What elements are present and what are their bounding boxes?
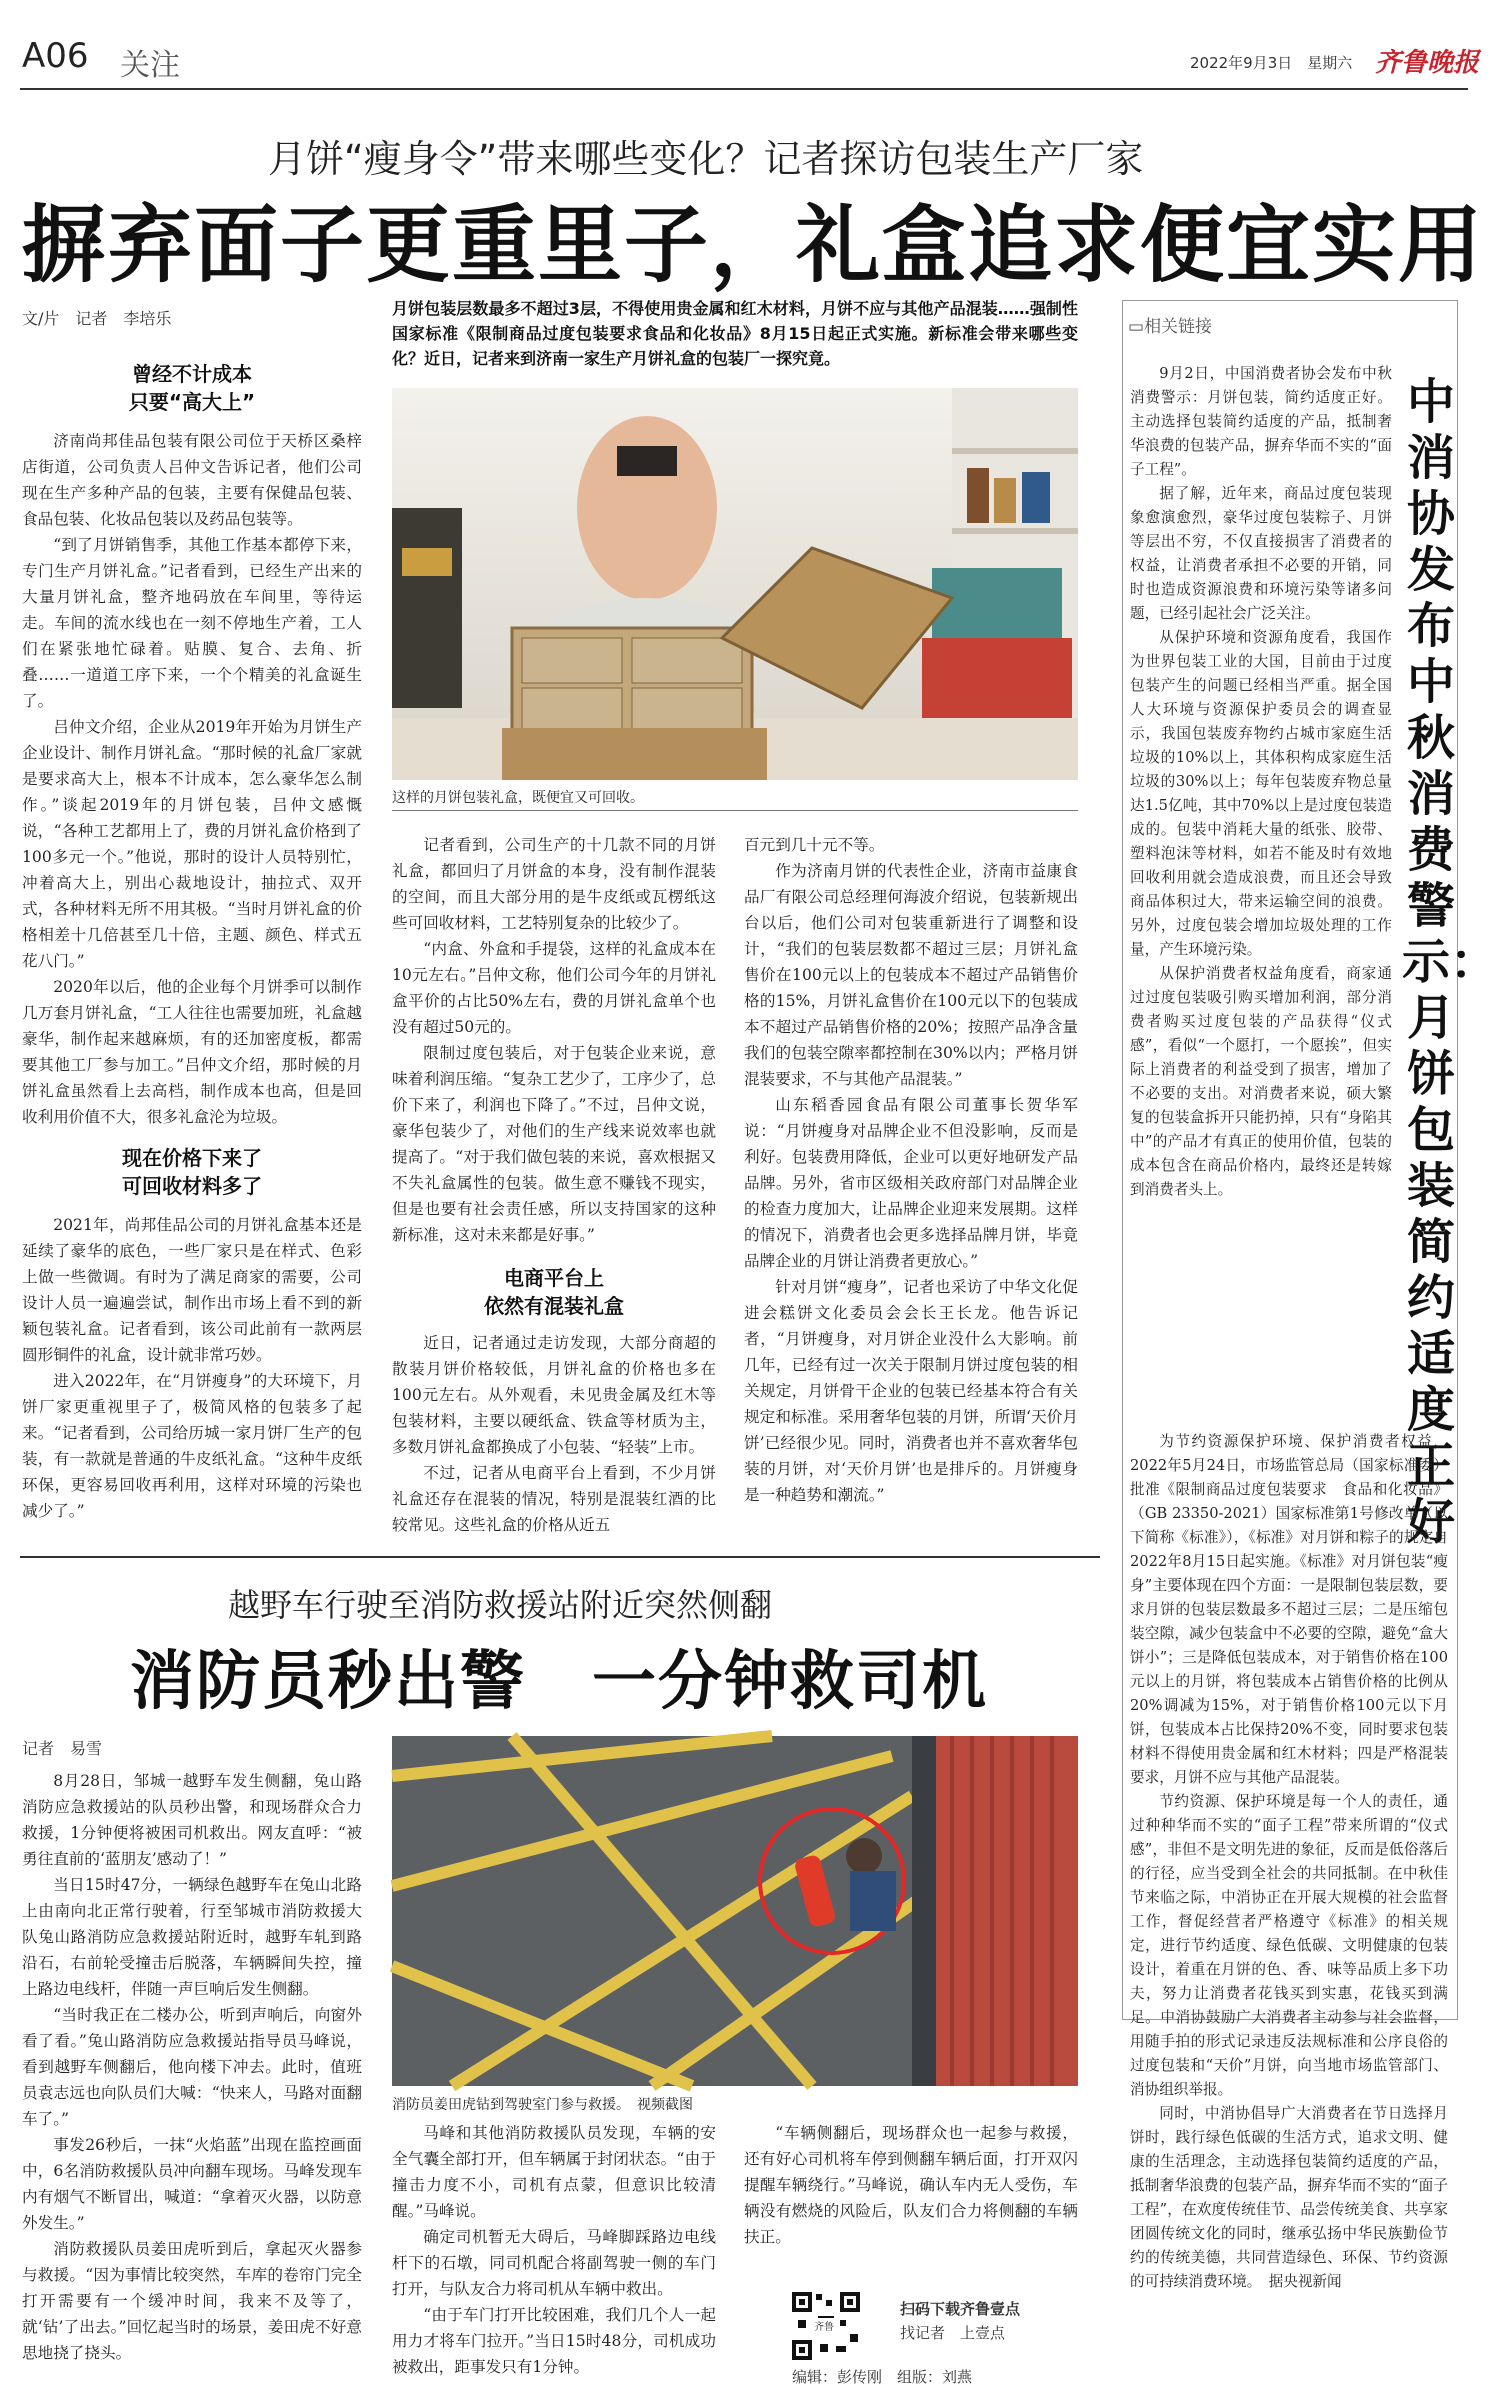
- main-headline: 摒弃面子更重里子，礼盒追求便宜实用: [22, 195, 1485, 294]
- second-col2: 马峰和其他消防救援队员发现，车辆的安全气囊全部打开，但车辆属于封闭状态。“由于撞击力度不小，司机有点蒙，但意识比较清醒。”马峰说。 确定司机暂无大碍后，马峰脚踩路边电线杆下的石墩，同司机配合将副驾驶一侧的车门打开，与队友合力将司机从车辆中救出。 “由于车门打开比较困难，我们几个人一起用力才将车门拉开。”当日15时48分，司机成功被救出，距事发只有1分钟。: [392, 2124, 716, 2376]
- editor-credit: 编辑：彭传刚 组版：刘燕: [792, 2368, 973, 2386]
- qr-label: 齐鲁: [814, 2318, 834, 2333]
- col2-subhead: 电商平台上 依然有混装礼盒: [484, 1266, 624, 1318]
- sidebar-body: 9月2日，中国消费者协会发布中秋消费警示：月饼包装，简约适度正好。主动选择包装简约适度的产品，抵制奢华浪费的包装产品，摒弃华而不实的“面子工程”。 据了解，近年来，商品过度包装现象愈演愈烈，豪华过度包装粽子、月饼等层出不穷，不仅直接损害了消费者的权益，让消费者承担不必要的开销，同时也造成资源浪费和环境污染等诸多问题，已经引起社会广泛关注。 从保护环境和资源角度看，我国作为世界包装工业的大国，目前由于过度包装产生的问题已经相当严重。据全国人大环境与资源保护委员会的调查显示，我国包装废弃物约占城市家庭生活垃圾的10%以上，其体积构成家庭生活垃圾的30%以上；每年包装废弃物总量达1.5亿吨，其中70%以上是过度包装造成的。包装中消耗大量的纸张、胶带、塑料泡沫等材料，如若不能及时有效地回收利用就会造成浪费，而且还会导致商品体积过大，带来运输空间的浪费。另外，过度包装会增加垃圾处理的工作量，产生环境污染。 从保护消费者权益角度看，商家通过过度包装吸引购买增加利润，部分消费者购买过度包装的产品获得“仪式感”，看似“一个愿打，一个愿挨”，但实际上消费者的利益受到了损害，增加了不必要的支出。对消费者来说，硕大繁复的包装盒拆开只能扔掉，只有“身陷其中”的产品才有真正的使用价值，包装的成本包含在商品价格内，最终还是转嫁到消费者头上。: [1130, 365, 1392, 1198]
- newspaper-logo: 齐鲁晚报: [1375, 48, 1480, 78]
- rescue-photo-caption: 消防员姜田虎钻到驾驶室门参与救援。 视频截图: [392, 2097, 693, 2113]
- qr-text: 扫码下载齐鲁壹点: [900, 2300, 1021, 2318]
- qr-subtext: 找记者 上壹点: [900, 2324, 1006, 2342]
- second-kicker: 越野车行驶至消防救援站附近突然侧翻: [228, 1586, 773, 1624]
- col1-body-2: 2021年，尚邦佳品公司的月饼礼盒基本还是延续了豪华的底色，一些厂家只是在样式、色彩上做一些微调。有时为了满足商家的需要，公司设计人员一遍遍尝试，制作出市场上看不到的新颖包装礼盒。记者看到，该公司此前有一款两层圆形铜件的礼盒，设计就非常巧妙。 进入2022年，在“月饼瘦身”的大环境下，月饼厂家更重视里子了，极简风格的包装多了起来。“记者看到，公司给历城一家月饼厂生产的包装，有一款就是普通的牛皮纸礼盒。“这种牛皮纸环保，更容易回收再利用，这样对环境的污染也减少了。”: [22, 1216, 362, 1520]
- divider: [392, 810, 1078, 811]
- second-headline: 消防员秒出警 一分钟救司机: [130, 1644, 988, 1719]
- main-byline: 文/片 记者 李培乐: [22, 309, 172, 328]
- related-link-tag: ▭相关链接: [1128, 317, 1213, 337]
- col1-subhead-1: 曾经不计成本 只要“高大上”: [128, 362, 256, 414]
- sidebar-headline: 中消协发布中秋消费警示：月饼包装简约适度正好: [1402, 374, 1498, 1550]
- col2-body-2: 近日，记者通过走访发现，大部分商超的散装月饼价格较低，月饼礼盒的价格也多在100元左右。从外观看，未见贵金属及红木等包装材料，主要以硬纸盒、铁盒等材质为主，多数月饼礼盒都换成了小包装、“轻装”上市。 不过，记者从电商平台上看到，不少月饼礼盒还存在混装的情况，特别是混装红酒的比较常见。这些礼盒的价格从近五: [392, 1334, 716, 1534]
- col1-subhead-2: 现在价格下来了 可回收材料多了: [122, 1146, 262, 1198]
- second-col1: 8月28日，邹城一越野车发生侧翻，兔山路消防应急救援站的队员秒出警，和现场群众合力救援，1分钟便将被困司机救出。网友直呼：“被勇往直前的‘蓝朋友’感动了！” 当日15时47分，一辆绿色越野车在兔山北路上由南向北正常行驶着，行至邹城市消防救援大队兔山路消防应急救援站附近时，越野车轧到路沿石，右前轮受撞击后脱落，车辆瞬间失控，撞上路边电线杆，伴随一声巨响后发生侧翻。 “当时我正在二楼办公，听到声响后，向窗外看了看。”兔山路消防应急救援站指导员马峰说，看到越野车侧翻后，他向楼下冲去。此时，值班员袁志远也向队员们大喊：“快来人，马路对面翻车了。” 事发26秒后，一抹“火焰蓝”出现在监控画面中，6名消防救援队员冲向翻车现场。马峰发现车内有烟气不断冒出，喊道：“拿着灭火器，以防意外发生。” 消防救援队员姜田虎听到后，拿起灭火器参与救援。“因为事情比较突然，车库的卷帘门完全打开需要有一个缓冲时间，我来不及等了，就‘钻’了出去。”回忆起当时的场景，姜田虎不好意思地挠了挠头。: [22, 1772, 362, 2362]
- page-number: A06: [22, 36, 89, 76]
- col2-body: 记者看到，公司生产的十几款不同的月饼礼盒，都回归了月饼盒的本身，没有制作混装的空间，而且大部分用的是牛皮纸或瓦楞纸这些可回收材料，工艺特别复杂的比较少了。 “内盒、外盒和手提袋，这样的礼盒成本在10元左右。”吕仲文称，他们公司今年的月饼礼盒平价的占比50%左右，费的月饼礼盒单个也没有超过50元的。 限制过度包装后，对于包装企业来说，意味着利润压缩。“复杂工艺少了，工序少了，总价下来了，利润也下降了。”不过，吕仲文说，豪华包装少了，对他们的生产线来说效率也就提高了。“对于我们做包装的来说，喜欢根据又不失礼盒属性的包装。做生意不赚钱不现实，但是也要有社会责任感，所以支持国家的这种新标准，这对未来都是好事。”: [392, 836, 716, 1244]
- header-rule: [20, 88, 1468, 90]
- col3-body: 百元到几十元不等。 作为济南月饼的代表性企业，济南市益康食品厂有限公司总经理何海波介绍说，包装新规出台以后，他们公司对包装重新进行了调整和设计，“我们的包装层数都不超过三层；月饼礼盒售价在100元以上的包装成本不超过产品销售价格的15%，月饼礼盒售价在100元以下的包装成本不超过产品销售价格的20%；按照产品净含量我们的包装空隙率都控制在30%以内；严格月饼混装要求，不与其他产品混装。” 山东稻香园食品有限公司董事长贺华军说：“月饼瘦身对品牌企业不但没影响，反而是利好。包装费用降低，企业可以更好地研发产品品牌。另外，省市区级相关政府部门对品牌企业的检查力度加大，让品牌企业迎来发展期。这样的情况下，消费者也会更多选择品牌月饼，毕竟品牌企业的月饼让消费者更放心。” 针对月饼“瘦身”，记者也采访了中华文化促进会糕饼文化委员会会长王长龙。他告诉记者，“月饼瘦身，对月饼企业没什么大影响。前几年，已经有过一次关于限制月饼过度包装的相关规定，月饼骨干企业的包装已经基本符合有关规定和标准。采用奢华包装的月饼，所谓‘天价月饼’已经很少见。同时，消费者也并不喜欢奢华包装的月饼，对‘天价月饼’也是排斥的。月饼瘦身是一种趋势和潮流。”: [744, 836, 1078, 1504]
- main-kicker: 月饼“瘦身令”带来哪些变化？记者探访包装生产厂家: [268, 137, 1144, 181]
- col1-body: 济南尚邦佳品包装有限公司位于天桥区桑梓店街道，公司负责人吕仲文告诉记者，他们公司现在生产多种产品的包装，主要有保健品包装、食品包装、化妆品包装以及药品包装等。 “到了月饼销售季，其他工作基本都停下来，专门生产月饼礼盒。”记者看到，已经生产出来的大量月饼礼盒，整齐地码放在车间里，等待运走。车间的流水线也在一刻不停地生产着，工人们在紧张地忙碌着。贴膜、复合、去角、折叠……一道道工序下来，一个个精美的礼盒诞生了。 吕仲文介绍，企业从2019年开始为月饼生产企业设计、制作月饼礼盒。“那时候的礼盒厂家就是要求高大上，根本不计成本，怎么豪华怎么制作。”谈起2019年的月饼包装，吕仲文感慨说，“各种工艺都用上了，费的月饼礼盒价格到了100多元一个。”他说，那时的设计人员特别忙，冲着高大上，别出心裁地设计，抽拉式、双开式，各种材料无所不用其极。“当时月饼礼盒的价格相差十几倍甚至几十倍，主题、颜色、样式五花八门。” 2020年以后，他的企业每个月饼季可以制作几万套月饼礼盒，“工人往往也需要加班，礼盒越豪华，制作起来越麻烦，有的还加密度板，都需要其他工厂参与加工。”吕仲文介绍，那时候的月饼礼盒虽然看上去高档，制作成本也高，但是回收利用价值不大，很多礼盒沦为垃圾。: [22, 432, 362, 1126]
- second-byline: 记者 易雪: [22, 1739, 103, 1758]
- section-name: 关注: [120, 48, 180, 83]
- qr-code[interactable]: [790, 2290, 862, 2362]
- main-photo-caption: 这样的月饼包装礼盒，既便宜又可回收。: [392, 790, 644, 806]
- mooncake-box-photo: [392, 388, 1078, 780]
- sidebar-body-2: 为节约资源保护环境、保护消费者权益，2022年5月24日，市场监管总局（国家标准委）批准《限制商品过度包装要求 食品和化妆品》（GB 23350-2021）国家标准第1号修改单（以下简称《标准》），《标准》对月饼和粽子的规定自2022年8月15日起实施。《标准》对月饼包装“瘦身”主要体现在四个方面：一是限制包装层数，要求月饼的包装层数最多不超过三层；二是压缩包装空隙，减少包装盒中不必要的空隙，避免“盒大饼小”；三是降低包装成本，对于销售价格在100元以上的月饼，将包装成本占销售价格的比例从20%调减为15%，对于销售价格100元以下月饼，包装成本占比保持20%不变，同时要求包装材料不得使用贵金属和红木材料；四是严格混装要求，月饼不应与其他产品混装。 节约资源、保护环境是每一个人的责任，通过种种华而不实的“面子工程”带来所谓的“仪式感”，非但不是文明先进的象征，反而是低俗落后的行径，应当受到全社会的共同抵制。在中秋佳节来临之际，中消协正在开展大规模的社会监督工作，督促经营者严格遵守《标准》的相关规定，进行节约适度、绿色低碳、文明健康的包装设计，着重在月饼的色、香、味等品质上多下功夫，努力让消费者花钱买到实惠，花钱买到满足。中消协鼓励广大消费者主动参与社会监督，用随手拍的形式记录违反法规标准和公序良俗的过度包装和“天价”月饼，向当地市场监管部门、消协组织举报。 同时，中消协倡导广大消费者在节日选择月饼时，践行绿色低碳的生活方式，追求文明、健康的生活理念，主动选择包装简约适度的产品，抵制奢华浪费的包装产品，摒弃华而不实的“面子工程”，在欢度传统佳节、品尝传统美食、共享家团圆传统文化的同时，继承弘扬中华民族勤俭节约的传统美德，共同营造绿色、环保、节约资源的可持续消费环境。 据央视新闻: [1130, 1433, 1448, 2290]
- story-divider: [20, 1556, 1100, 1558]
- second-col3: “车辆侧翻后，现场群众也一起参与救援，还有好心司机将车停到侧翻车辆后面，打开双闪提醒车辆绕行。”马峰说，确认车内无人受伤，车辆没有燃烧的风险后，队友们合力将侧翻的车辆扶正。: [744, 2124, 1078, 2246]
- main-lead: 月饼包装层数最多不超过3层，不得使用贵金属和红木材料，月饼不应与其他产品混装……强制性国家标准《限制商品过度包装要求食品和化妆品》8月15日起正式实施。新标准会带来哪些变化？近日，记者来到济南一家生产月饼礼盒的包装厂一探究竟。: [392, 299, 1078, 368]
- issue-date: 2022年9月3日 星期六: [1190, 54, 1353, 72]
- rescue-photo: [392, 1736, 1078, 2086]
